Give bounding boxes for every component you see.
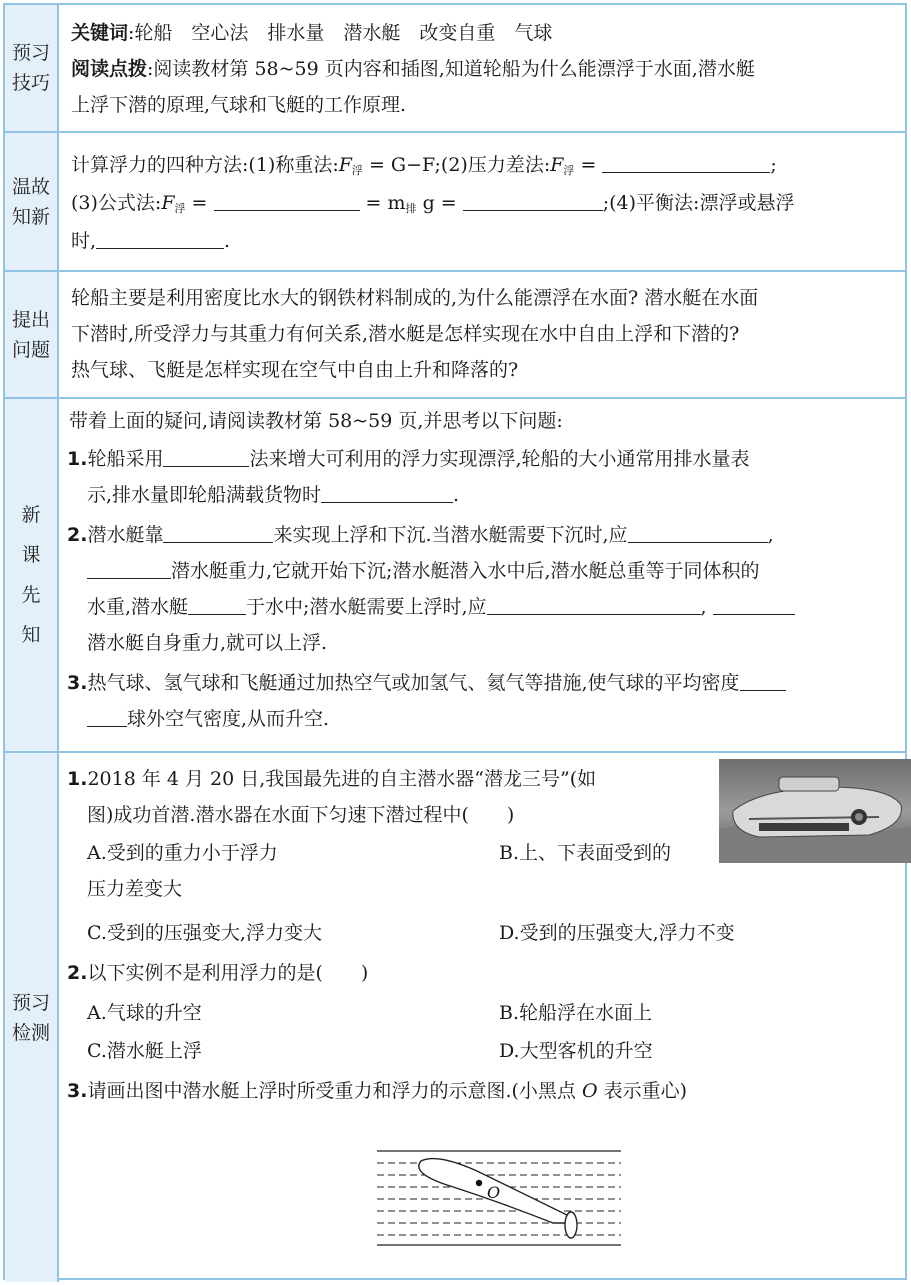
question-2-cont <box>87 555 895 587</box>
question-1-cont <box>87 479 895 511</box>
option-a[interactable]: A.气球的升空 <box>87 1002 202 1024</box>
answer-blank[interactable] <box>321 482 453 503</box>
text: . <box>224 230 231 252</box>
answer-blank[interactable] <box>163 522 273 543</box>
text: 示,排水量即轮船满载货物时 <box>87 484 322 506</box>
text: 计算浮力的四种方法:(1)称重法: <box>71 154 339 176</box>
text: 轮船采用 <box>87 448 164 470</box>
text: . <box>453 484 460 506</box>
submarine-propeller <box>565 1212 577 1238</box>
answer-blank[interactable] <box>713 594 795 615</box>
text: 法来增大可利用的浮力实现漂浮,轮船的大小通常用排水量表 <box>249 448 750 470</box>
text: = <box>185 192 214 214</box>
label-line: 知新 <box>11 205 50 228</box>
text: 2018 年 4 月 20 日,我国最先进的自主潜水器“潜龙三号”(如 <box>87 768 597 790</box>
question-number: 3. <box>67 672 88 694</box>
label-line: 预习 <box>11 991 50 1014</box>
text: 请画出图中潜水艇上浮时所受重力和浮力的示意图.(小黑点 <box>87 1080 582 1102</box>
text: 时, <box>71 230 97 252</box>
symbol-f: F <box>338 154 352 176</box>
answer-blank[interactable] <box>487 594 701 615</box>
label-line: 检测 <box>11 1021 50 1044</box>
keywords-text: :轮船 空心法 排水量 潜水艇 改变自重 气球 <box>128 22 553 44</box>
keywords-line <box>71 17 895 49</box>
formula-line <box>71 149 895 187</box>
option-c[interactable]: C.潜水艇上浮 <box>87 1040 202 1062</box>
text: ;(4)平衡法:漂浮或悬浮 <box>602 192 795 214</box>
submarine-diagram <box>377 1145 621 1251</box>
question-number: 1. <box>67 768 88 790</box>
label-line: 提出 <box>11 308 50 331</box>
section-new-lesson <box>5 399 905 753</box>
test-question-2 <box>67 957 895 989</box>
reading-label: 阅读点拨 <box>71 58 148 80</box>
section-label <box>5 5 59 131</box>
section-label <box>5 399 59 751</box>
worksheet <box>3 3 907 1280</box>
question-2-cont: 潜水艇自身重力,就可以上浮. <box>87 632 328 654</box>
answer-blank[interactable] <box>628 522 768 543</box>
answer-blank[interactable] <box>87 558 171 579</box>
question-number: 2. <box>67 962 88 984</box>
section-preview-test <box>5 753 905 1282</box>
point-label: O <box>487 1183 501 1202</box>
section-review <box>5 133 905 272</box>
reading-line <box>71 53 895 85</box>
text: , <box>700 596 707 618</box>
label-line: 温故 <box>11 175 50 198</box>
question-2-cont <box>87 591 895 623</box>
subscript: 浮 <box>174 202 186 215</box>
label-line: 先 <box>21 584 41 606</box>
symbol-f: F <box>161 192 175 214</box>
label-line: 预习 <box>11 42 50 64</box>
text: 来实现上浮和下沉.当潜水艇需要下沉时,应 <box>273 524 628 546</box>
question-line: 下潜时,所受浮力与其重力有何关系,潜水艇是怎样实现在水中自由上浮和下潜的? <box>71 323 740 345</box>
text: 潜水艇靠 <box>87 524 164 546</box>
option-b[interactable]: B.轮船浮在水面上 <box>499 1002 653 1024</box>
subscript: 浮 <box>351 164 363 177</box>
subscript: 排 <box>405 202 417 215</box>
option-a[interactable]: A.受到的重力小于浮力 <box>87 842 278 864</box>
text: ; <box>770 154 777 176</box>
label-line: 知 <box>21 624 41 646</box>
text: 水重,潜水艇 <box>87 596 189 618</box>
label-line: 技巧 <box>11 72 50 94</box>
section-label <box>5 133 59 270</box>
label-line: 问题 <box>11 338 50 361</box>
question-line: 轮船主要是利用密度比水大的钢铁材料制成的,为什么能漂浮在水面? 潜水艇在水面 <box>71 287 759 309</box>
center-of-gravity-point <box>476 1180 482 1186</box>
label-line: 课 <box>21 544 41 566</box>
text: 表示重心) <box>597 1080 687 1102</box>
option-b-cont: 压力差变大 <box>87 878 183 900</box>
question-number: 3. <box>67 1080 88 1102</box>
text: = m <box>359 192 406 214</box>
section-preview-tips <box>5 5 905 133</box>
question-line: 热气球、飞艇是怎样实现在空气中自由上升和降落的? <box>71 359 519 381</box>
test-question-3 <box>67 1075 895 1107</box>
formula-line <box>71 225 895 257</box>
symbol-o: O <box>581 1080 598 1102</box>
answer-blank[interactable] <box>96 228 224 249</box>
question-3 <box>67 667 895 699</box>
option-b[interactable]: B.上、下表面受到的 <box>499 842 672 864</box>
text: = G−F;(2)压力差法: <box>362 154 551 176</box>
text: , <box>767 524 774 546</box>
option-d[interactable]: D.大型客机的升空 <box>499 1040 653 1062</box>
submersible-photo <box>719 759 911 863</box>
answer-blank[interactable] <box>87 706 127 727</box>
label-line: 新 <box>21 504 41 526</box>
text: (3)公式法: <box>71 192 162 214</box>
question-number: 2. <box>67 524 88 546</box>
text: 潜水艇重力,它就开始下沉;潜水艇潜入水中后,潜水艇总重等于同体积的 <box>171 560 760 582</box>
section-label <box>5 272 59 397</box>
option-d[interactable]: D.受到的压强变大,浮力不变 <box>499 922 735 944</box>
intro-line: 带着上面的疑问,请阅读教材第 58~59 页,并思考以下问题: <box>69 410 563 432</box>
option-c[interactable]: C.受到的压强变大,浮力变大 <box>87 922 322 944</box>
text: 热气球、氢气球和飞艇通过加热空气或加氢气、氦气等措施,使气球的平均密度 <box>87 672 740 694</box>
question-number: 1. <box>67 448 88 470</box>
answer-blank[interactable] <box>163 446 249 467</box>
section-label <box>5 753 59 1282</box>
text: g = <box>416 192 463 214</box>
answer-blank[interactable] <box>188 594 246 615</box>
answer-blank[interactable] <box>740 670 786 691</box>
question-3-cont <box>87 703 895 735</box>
text: 于水中;潜水艇需要上浮时,应 <box>246 596 487 618</box>
question-2 <box>67 519 895 551</box>
text: = <box>574 154 603 176</box>
symbol-f: F <box>550 154 564 176</box>
question-1 <box>67 443 895 475</box>
reading-line: 上浮下潜的原理,气球和飞艇的工作原理. <box>71 94 407 116</box>
text: 以下实例不是利用浮力的是( ) <box>87 962 369 984</box>
section-questions <box>5 272 905 399</box>
text: 球外空气密度,从而升空. <box>127 708 330 730</box>
test-question-1-cont: 图)成功首潜.潜水器在水面下匀速下潜过程中( ) <box>87 804 515 826</box>
answer-blank[interactable] <box>602 152 770 173</box>
keywords-label: 关键词 <box>71 22 129 44</box>
answer-blank[interactable] <box>214 190 360 211</box>
formula-line <box>71 187 895 225</box>
answer-blank[interactable] <box>463 190 603 211</box>
reading-text: :阅读教材第 58~59 页内容和插图,知道轮船为什么能漂浮于水面,潜水艇 <box>147 58 755 80</box>
subscript: 浮 <box>563 164 575 177</box>
